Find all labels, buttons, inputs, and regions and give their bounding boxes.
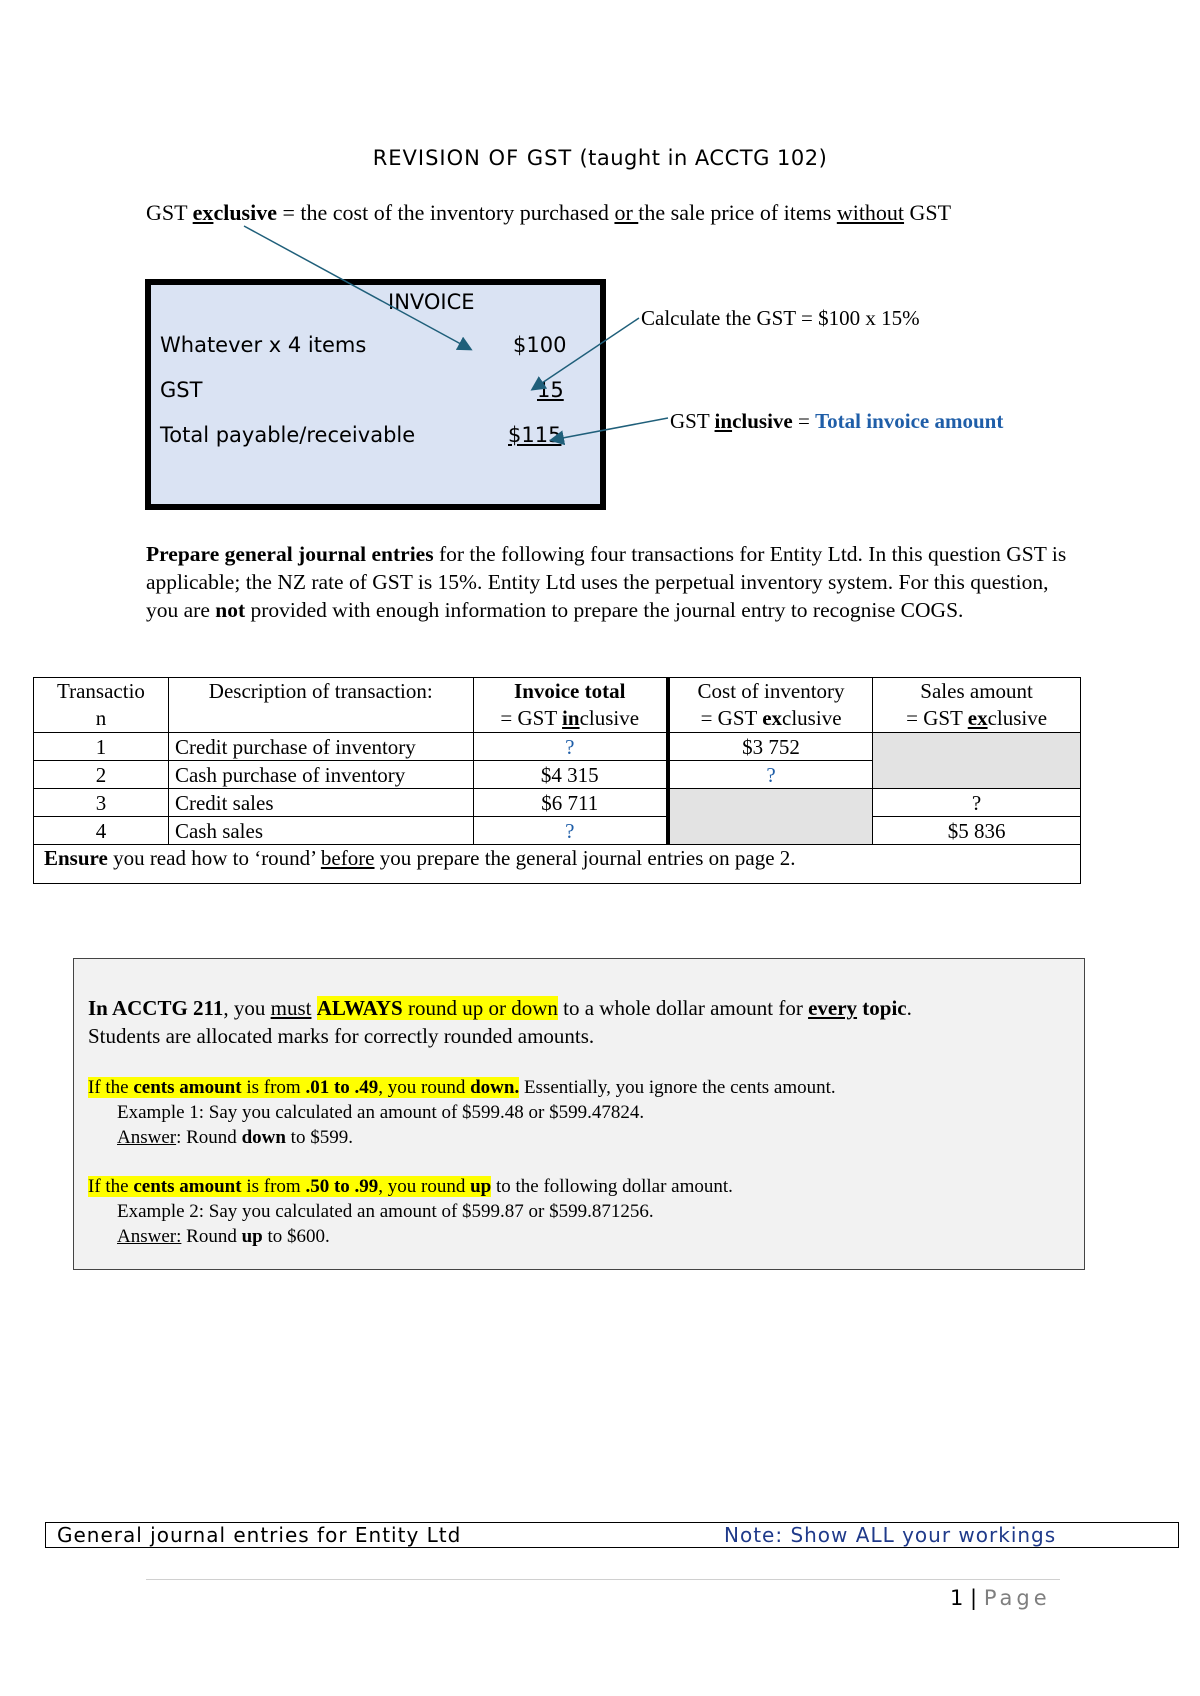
instructions-text1: for the following four transactions for Entity Ltd. In this question GST is applicable; the NZ rate of GST is 15%. Entity Ltd uses the perpetual inventory system. For this question, you are xyxy=(146,542,1067,622)
cell-cost: ? xyxy=(668,761,873,789)
r-p1-d: to a whole dollar amount for xyxy=(557,996,809,1020)
cell-cost-blank xyxy=(668,789,873,845)
cell-sales: $5 836 xyxy=(873,817,1081,845)
table-row xyxy=(34,733,1081,761)
header-sales-1: Sales amount xyxy=(920,679,1033,703)
r-p1-every: every xyxy=(808,996,858,1020)
header-sales-2c: clusive xyxy=(987,706,1048,730)
invoice-row-label-items: Whatever x 4 items xyxy=(160,333,367,357)
r2-f: up xyxy=(470,1176,492,1197)
def-end: GST xyxy=(904,200,952,225)
def-without: without xyxy=(836,200,905,225)
ans2-c: to $600. xyxy=(262,1226,330,1247)
def-ex: ex xyxy=(192,200,214,225)
def-lead: GST xyxy=(146,200,193,225)
footnote-before: before xyxy=(320,846,375,870)
invoice-row-label-total: Total payable/receivable xyxy=(160,423,416,447)
header-cost-2a: = GST xyxy=(700,706,763,730)
header-cost xyxy=(668,678,873,733)
table-footnote xyxy=(34,845,1081,884)
workings-note: Note: Show ALL your workings xyxy=(724,1523,1057,1547)
journal-heading: General journal entries for Entity Ltd xyxy=(57,1523,462,1547)
header-cost-2b: ex xyxy=(762,706,783,730)
invoice-row-value-gst: 15 xyxy=(537,378,564,402)
footnote-bold: Ensure xyxy=(44,846,108,870)
invoice-heading: INVOICE xyxy=(388,290,475,314)
r1-f: down. xyxy=(470,1077,520,1098)
page-number xyxy=(950,1586,1051,1610)
arrow-calculate xyxy=(533,318,639,389)
rounding-example-1: Example 1: Say you calculated an amount of $599.48 or $599.47824. xyxy=(117,1102,645,1123)
footnote-2: you prepare the general journal entries on page 2. xyxy=(374,846,796,870)
header-sales-2a: = GST xyxy=(906,706,968,730)
instructions-text2: provided with enough information to prepare the journal entry to recognise COGS. xyxy=(245,598,964,622)
r-p1-topic: topic xyxy=(857,996,907,1020)
r1-g: Essentially, you ignore the cents amount. xyxy=(519,1077,836,1098)
page-footer-divider xyxy=(146,1579,1060,1580)
r-p1-c: round up or down xyxy=(402,996,558,1020)
r1-b: cents amount xyxy=(133,1077,242,1098)
table-footnote-row xyxy=(34,845,1081,884)
header-cost-1: Cost of inventory xyxy=(697,679,845,703)
table-header-row xyxy=(34,678,1081,733)
header-invoice-total xyxy=(473,678,668,733)
cell-invoice: $6 711 xyxy=(473,789,668,817)
ans2-label: Answer: xyxy=(117,1226,182,1247)
incl-in: in xyxy=(714,409,733,433)
rounding-text xyxy=(88,994,1078,1249)
invoice-row-label-gst: GST xyxy=(160,378,203,402)
ans1-a: : Round xyxy=(176,1127,242,1148)
incl-rest: clusive xyxy=(732,409,793,433)
def-mid2: the sale price of items xyxy=(638,200,837,225)
r-p1-e: . xyxy=(906,996,912,1020)
r-p1-bold: In ACCTG 211 xyxy=(88,996,224,1020)
header-sales-2b: ex xyxy=(967,706,988,730)
incl-lead: GST xyxy=(670,409,715,433)
r1-d: .01 to .49 xyxy=(305,1077,379,1098)
r2-g: to the following dollar amount. xyxy=(491,1176,733,1197)
cell-desc: Cash sales xyxy=(168,817,473,845)
rounding-answer-2 xyxy=(88,1224,1078,1249)
arrow-exclusive xyxy=(244,226,470,349)
header-sales xyxy=(873,678,1081,733)
footnote-1: you read how to ‘round’ xyxy=(107,846,321,870)
r-p1-must: must xyxy=(270,996,312,1020)
cell-no: 1 xyxy=(34,733,169,761)
invoice-row-value-items: $100 xyxy=(513,333,567,357)
cell-no: 2 xyxy=(34,761,169,789)
rounding-example-2: Example 2: Say you calculated an amount of $599.87 or $599.871256. xyxy=(117,1201,654,1222)
header-transaction xyxy=(34,678,169,733)
def-mid: = the cost of the inventory purchased xyxy=(277,200,615,225)
arrow-inclusive xyxy=(552,418,668,440)
rounding-rule-down xyxy=(88,1075,1078,1100)
ans1-label: Answer xyxy=(117,1127,177,1148)
invoice-row-value-total: $115 xyxy=(508,423,562,447)
gst-inclusive-note xyxy=(670,409,1003,434)
cell-no: 4 xyxy=(34,817,169,845)
r2-b: cents amount xyxy=(133,1176,242,1197)
r2-e: , you round xyxy=(378,1176,471,1197)
cell-desc: Credit purchase of inventory xyxy=(168,733,473,761)
page-number-value: 1 xyxy=(950,1586,964,1610)
cell-sales: ? xyxy=(873,789,1081,817)
table-row xyxy=(34,817,1081,845)
cell-cost: $3 752 xyxy=(668,733,873,761)
instructions-bold: Prepare general journal entries xyxy=(146,542,434,566)
cell-sales-blank xyxy=(873,733,1081,789)
r1-e: , you round xyxy=(378,1077,471,1098)
cell-desc: Cash purchase of inventory xyxy=(168,761,473,789)
ans1-b: down xyxy=(241,1127,286,1148)
def-clusive: clusive xyxy=(213,200,277,225)
rounding-answer-1 xyxy=(88,1125,1078,1150)
header-transaction-1: Transactio xyxy=(57,679,145,703)
table-row xyxy=(34,789,1081,817)
r2-a: If the xyxy=(88,1176,134,1197)
r-p1-always: ALWAYS xyxy=(316,996,403,1020)
cell-invoice: $4 315 xyxy=(473,761,668,789)
header-invoice-2c: clusive xyxy=(579,706,640,730)
def-or: or xyxy=(614,200,639,225)
incl-eq: = xyxy=(792,409,816,433)
ans2-a: Round xyxy=(181,1226,242,1247)
header-invoice-1: Invoice total xyxy=(514,679,626,703)
ans1-c: to $599. xyxy=(285,1127,353,1148)
title-rest: (taught in ACCTG 102) xyxy=(579,146,828,170)
r1-a: If the xyxy=(88,1077,134,1098)
cell-invoice: ? xyxy=(473,733,668,761)
header-invoice-2a: = GST xyxy=(500,706,563,730)
transactions-table xyxy=(33,677,1081,884)
header-invoice-2b: in xyxy=(562,706,580,730)
rounding-para-2: Students are allocated marks for correctly rounded amounts. xyxy=(88,1024,595,1048)
cell-invoice: ? xyxy=(473,817,668,845)
title-bold: REVISION OF GST xyxy=(372,146,573,170)
r1-c: is from xyxy=(241,1077,306,1098)
header-transaction-2: n xyxy=(95,706,107,730)
incl-value: Total invoice amount xyxy=(815,409,1004,433)
r2-d: .50 to .99 xyxy=(305,1176,379,1197)
instructions-paragraph xyxy=(146,540,1076,624)
calculate-gst-note: Calculate the GST = $100 x 15% xyxy=(641,306,920,330)
page-label: Page xyxy=(983,1586,1051,1610)
annotation-arrows xyxy=(0,0,1200,560)
r2-c: is from xyxy=(241,1176,306,1197)
page-sep: | xyxy=(963,1586,984,1610)
rounding-para-1 xyxy=(88,994,1078,1022)
header-description: Description of transaction: xyxy=(168,678,473,733)
cell-no: 3 xyxy=(34,789,169,817)
r-p1-a: , you xyxy=(223,996,271,1020)
rounding-rule-up xyxy=(88,1174,1078,1199)
instructions-not: not xyxy=(215,598,246,622)
header-cost-2c: clusive xyxy=(782,706,842,730)
ans2-b: up xyxy=(241,1226,263,1247)
cell-desc: Credit sales xyxy=(168,789,473,817)
